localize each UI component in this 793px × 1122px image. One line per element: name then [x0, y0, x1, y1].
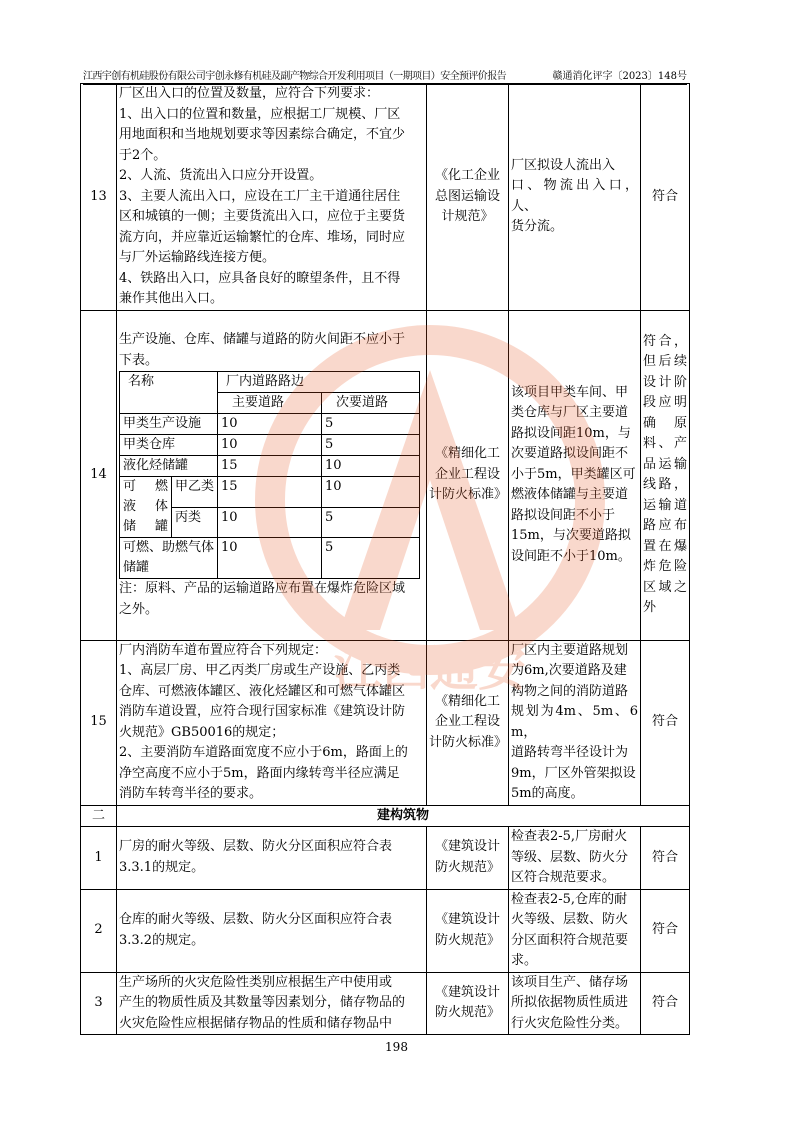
basis-cell: 《建筑设计 防火规范》: [427, 889, 509, 972]
basis-cell: 《精细化工 企业工程设 计防火标准》: [427, 310, 509, 640]
inner-header-secondary-road: 次要道路: [322, 393, 420, 414]
conclusion-cell: 符合: [641, 640, 690, 805]
row-number: 14: [81, 310, 117, 640]
inner-header-main-road: 主要道路: [218, 393, 322, 414]
watermark-text: 江西通安: [333, 641, 527, 697]
report-number: 赣通消化评字〔2023〕148号: [552, 71, 687, 82]
page-number: 198: [385, 1040, 408, 1054]
inner-group-liquid-tank: 可燃 液体 储罐: [120, 477, 172, 538]
condition-cell: 厂区内主要道路规划 为6m,次要道路及建 构物之间的消防道路 规划为4m、5m、6m， 道路转弯半径设计为 9m，厂区外管架拟设 5m的高度。: [509, 640, 641, 805]
requirement-cell: 厂房的耐火等级、层数、防火分区面积应符合表 3.3.1的规定。: [117, 827, 427, 890]
page-header: [83, 64, 687, 85]
requirement-cell: 仓库的耐火等级、层数、防火分区面积应符合表 3.3.2的规定。: [117, 889, 427, 972]
basis-cell: 《化工企业 总图运输设 计规范》: [427, 84, 509, 311]
row-number: 3: [81, 972, 117, 1035]
requirement-cell: 生产场所的火灾危险性类别应根据生产中使用或 产生的物质性质及其数量等因素划分，储存物品的 火灾危险性应根据储存物品的性质和储存物品中: [117, 972, 427, 1035]
inner-header-group: 厂内道路路边: [218, 372, 420, 393]
table-row: [81, 640, 690, 805]
row-number: 13: [81, 84, 117, 311]
condition-cell: 该项目生产、储存场 所拟依据物质性质进 行火灾危险性分类。: [509, 972, 641, 1035]
table-row: [81, 889, 690, 972]
basis-cell: 《建筑设计 防火规范》: [427, 972, 509, 1035]
row-number: 1: [81, 827, 117, 890]
checklist-table: [80, 83, 690, 1035]
table-row: [81, 827, 690, 890]
table-row: [81, 310, 690, 640]
section-row: [81, 805, 690, 827]
report-title: 江西宇创有机硅股份有限公司宇创永修有机硅及副产物综合开发利用项目（一期项目）安全预评价报告: [83, 71, 506, 82]
conclusion-cell: 符合: [641, 889, 690, 972]
conclusion-cell: 符合， 但后续 设计阶 段应明 确原 料、产 品运输 线路， 运输道 路应布 置在爆 炸危险 区域之 外: [641, 310, 690, 640]
conclusion-cell: 符合: [641, 827, 690, 890]
table-row: [81, 972, 690, 1035]
section-title: 建构筑物: [117, 805, 690, 827]
requirement-cell: 厂区出入口的位置及数量，应符合下列要求： 1、出入口的位置和数量，应根据工厂规模、厂区 用地面积和当地规划要求等因素综合确定，不宜少 于2个。 2、人流、货流出入口应分开设置。 3、主要人流出入口，应设在工厂主干道通往居住 区和城镇的一侧；主要货流出入口，应位于主要货 流方向，并应靠近运输繁忙的仓库、堆场，同时应 与厂外运输路线连接方便。 4、铁路出入口，应具备良好的瞭望条件，且不得 兼作其他出入口。: [117, 84, 427, 311]
condition-cell: 检查表2-5,厂房耐火 等级、层数、防火分 区符合规范要求。: [509, 827, 641, 890]
condition-cell: 检查表2-5,仓库的耐 火等级、层数、防火 分区面积符合规范要 求。: [509, 889, 641, 972]
row-number: 2: [81, 889, 117, 972]
conclusion-cell: 符合: [641, 972, 690, 1035]
condition-cell: 厂区拟设人流出入 口、物流出入口，人、 货分流。: [509, 84, 641, 311]
fire-distance-table: 名称 厂内道路路边 主要道路 次要道路 甲类生产设施 10 5 甲类仓库 10 5 液化烃储罐 15 10 可燃 液体 储罐 甲乙类 15 10 丙类 10 5 可燃、助燃气体储罐 10 5: [119, 371, 420, 579]
inner-header-name: 名称: [120, 372, 218, 414]
section-number: 二: [81, 805, 117, 827]
conclusion-cell: 符合: [641, 84, 690, 311]
requirement-cell: 生产设施、仓库、储罐与道路的防火间距不应小于 下表。 名称 厂内道路路边 主要道路 次要道路 甲类生产设施 10 5 甲类仓库 10 5 液化烃储罐 15 10 可燃 液体 储罐 甲乙类 15 10 丙类 10 5 可燃、助燃气体储罐 10 5 注：原料、产品的运输道路应布置在爆炸危险区域 之外。: [117, 310, 427, 640]
requirement-cell: 厂内消防车道布置应符合下列规定： 1、高层厂房、甲乙丙类厂房或生产设施、乙丙类 仓库、可燃液体罐区、液化烃罐区和可燃气体罐区 消防车道设置，应符合现行国家标准《建筑设计防 火规范》GB50016的规定； 2、主要消防车道路面宽度不应小于6m，路面上的 净空高度不应小于5m，路面内缘转弯半径应满足 消防车转弯半径的要求。: [117, 640, 427, 805]
condition-cell: 该项目甲类车间、甲 类仓库与厂区主要道 路拟设间距10m，与 次要道路拟设间距不 小于5m，甲类罐区可 燃液体储罐与主要道 路拟设间距不小于 15m，与次要道路拟 设间距不小于10m。: [509, 310, 641, 640]
row-number: 15: [81, 640, 117, 805]
basis-cell: 《精细化工 企业工程设 计防火标准》: [427, 640, 509, 805]
table-row: [81, 84, 690, 311]
basis-cell: 《建筑设计 防火规范》: [427, 827, 509, 890]
